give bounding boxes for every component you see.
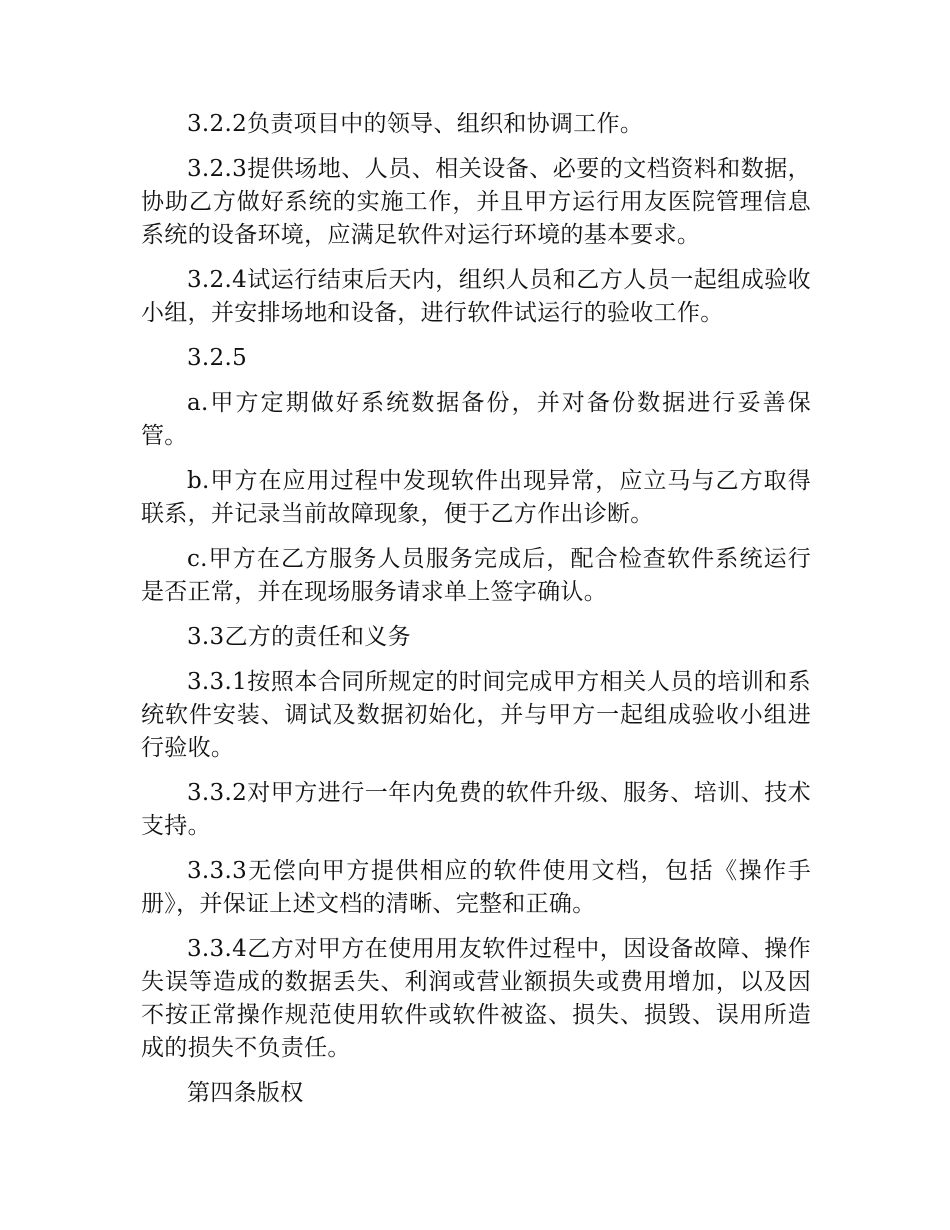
paragraph-3-2-5: 3.2.5 [187,345,248,371]
paragraph-3-3-3: 3.3.3无偿向甲方提供相应的软件使用文档，包括《操作手册》，并保证上述文档的清晰、完整和正确。 [141,858,811,917]
paragraph-3-2-3: 3.2.3提供场地、人员、相关设备、必要的文档资料和数据，协助乙方做好系统的实施工作，并且甲方运行用友医院管理信息系统的设备环境，应满足软件对运行环境的基本要求。 [141,156,811,248]
paragraph-3-2-5-c: c.甲方在乙方服务人员服务完成后，配合检查软件系统运行是否正常，并在现场服务请求单上签字确认。 [141,546,811,605]
paragraph-3-2-4: 3.2.4试运行结束后天内，组织人员和乙方人员一起组成验收小组，并安排场地和设备，进行软件试运行的验收工作。 [141,267,811,326]
document-body [141,108,811,1122]
paragraph-3-2-5-b: b.甲方在应用过程中发现软件出现异常，应立马与乙方取得联系，并记录当前故障现象，便于乙方作出诊断。 [141,468,811,527]
paragraph-3-3-1: 3.3.1按照本合同所规定的时间完成甲方相关人员的培训和系统软件安装、调试及数据初始化，并与甲方一起组成验收小组进行验收。 [141,669,811,761]
paragraph-3-2-2: 3.2.2负责项目中的领导、组织和协调工作。 [187,111,644,137]
paragraph-3-2-5-a: a.甲方定期做好系统数据备份，并对备份数据进行妥善保管。 [141,390,811,449]
section-heading-3-3: 3.3乙方的责任和义务 [187,624,411,650]
article-heading-4: 第四条版权 [187,1080,304,1106]
paragraph-3-3-4: 3.3.4乙方对甲方在使用用友软件过程中，因设备故障、操作失误等造成的数据丢失、利润或营业额损失或费用增加，以及因不按正常操作规范使用软件或软件被盗、损失、损毁、误用所造成的损失不负责任。 [141,936,811,1061]
paragraph-3-3-2: 3.3.2对甲方进行一年内免费的软件升级、服务、培训、技术支持。 [141,780,811,839]
